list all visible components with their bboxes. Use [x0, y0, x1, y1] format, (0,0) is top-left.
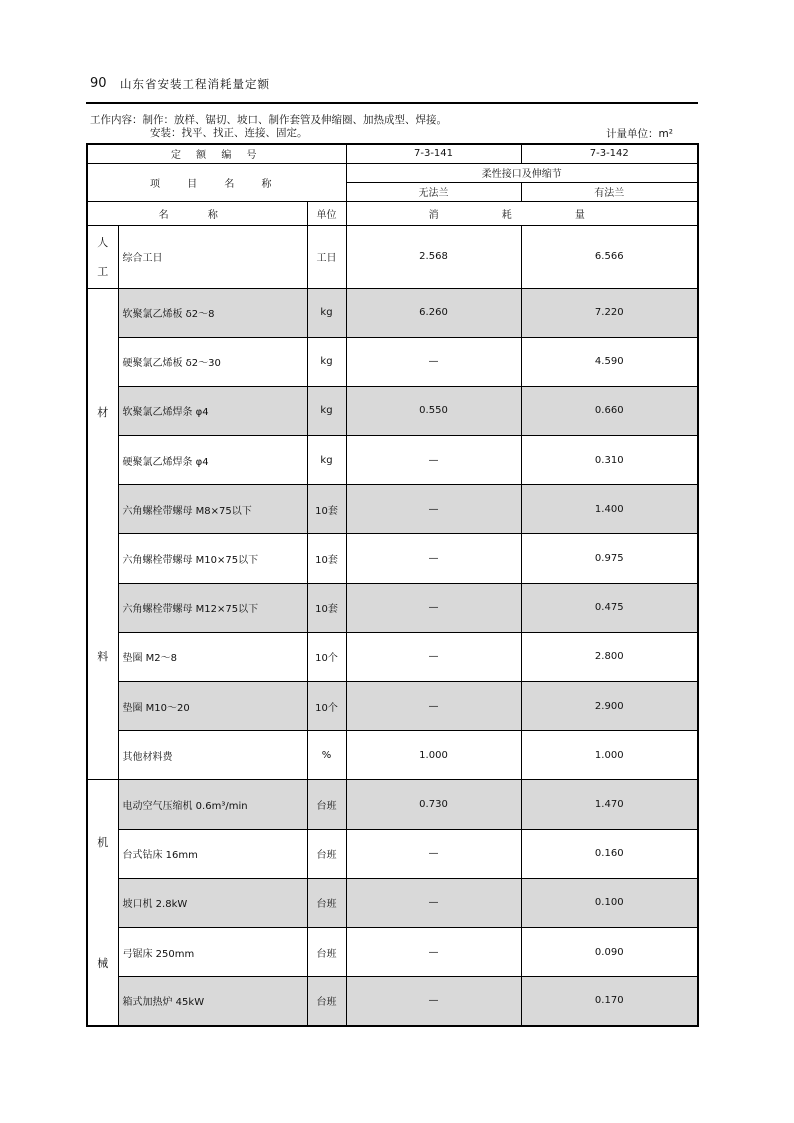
value-with-flange: 4.590: [521, 337, 698, 386]
item-unit: kg: [307, 337, 346, 386]
col-name-header: 名 称: [87, 201, 307, 225]
item-unit: kg: [307, 436, 346, 485]
unit-note: 计量单位：m²: [606, 128, 673, 140]
table-row: [87, 977, 698, 1026]
value-with-flange: 0.475: [521, 583, 698, 632]
value-no-flange: —: [346, 534, 521, 583]
group-header-row: [87, 163, 698, 182]
item-name: 电动空气压缩机 0.6m³/min: [118, 780, 307, 829]
item-unit: %: [307, 731, 346, 780]
table-row: [87, 225, 698, 288]
quota-number-label: 定 额 编 号: [87, 144, 346, 163]
value-no-flange: 0.730: [346, 780, 521, 829]
item-unit: 10套: [307, 583, 346, 632]
category-char: 人: [97, 235, 109, 249]
col-unit-header: 单位: [307, 201, 346, 225]
sub-header-no-flange: 无法兰: [346, 182, 521, 201]
category-char: 机: [97, 836, 109, 850]
value-with-flange: 0.660: [521, 386, 698, 435]
value-no-flange: —: [346, 682, 521, 731]
item-unit: 台班: [307, 927, 346, 976]
work-content-line-1: 工作内容：制作：放样、锯切、坡口、制作套管及伸缩圈、加热成型、焊接。: [90, 114, 447, 126]
col-consumption-header: 消 耗 量: [346, 201, 698, 225]
table-row: [87, 534, 698, 583]
table-row: [87, 337, 698, 386]
category-material: [87, 288, 118, 780]
value-with-flange: 2.900: [521, 682, 698, 731]
value-with-flange: 6.566: [521, 225, 698, 288]
item-name: 六角螺栓带螺母 M12×75以下: [118, 583, 307, 632]
item-name: 六角螺栓带螺母 M8×75以下: [118, 485, 307, 534]
item-unit: 10套: [307, 485, 346, 534]
book-title: 山东省安装工程消耗量定额: [120, 77, 270, 91]
table-row: [87, 878, 698, 927]
table-row: [87, 780, 698, 829]
item-name: 坡口机 2.8kW: [118, 878, 307, 927]
value-with-flange: 2.800: [521, 632, 698, 681]
item-unit: kg: [307, 288, 346, 337]
value-with-flange: 1.470: [521, 780, 698, 829]
item-name: 垫圈 M10～20: [118, 682, 307, 731]
value-with-flange: 0.090: [521, 927, 698, 976]
item-name: 硬聚氯乙烯焊条 φ4: [118, 436, 307, 485]
item-name: 综合工日: [118, 225, 307, 288]
item-unit: 工日: [307, 225, 346, 288]
quota-table: [86, 143, 699, 1027]
value-no-flange: 6.260: [346, 288, 521, 337]
table-row: [87, 682, 698, 731]
column-header-row: [87, 201, 698, 225]
item-unit: 10个: [307, 632, 346, 681]
value-no-flange: —: [346, 829, 521, 878]
category-char: 材: [97, 405, 109, 419]
category-char: 料: [97, 649, 109, 663]
category-char: 械: [97, 957, 109, 971]
item-unit: 台班: [307, 829, 346, 878]
item-unit: kg: [307, 386, 346, 435]
table-row: [87, 632, 698, 681]
item-name: 软聚氯乙烯焊条 φ4: [118, 386, 307, 435]
work-content-line-2: 安装：找平、找正、连接、固定。: [150, 127, 308, 139]
quota-number-row: [87, 144, 698, 163]
item-name: 弓锯床 250mm: [118, 927, 307, 976]
value-with-flange: 0.310: [521, 436, 698, 485]
item-name: 台式钻床 16mm: [118, 829, 307, 878]
item-name: 垫圈 M2～8: [118, 632, 307, 681]
item-name: 其他材料费: [118, 731, 307, 780]
page-header: [86, 72, 698, 104]
group-header: 柔性接口及伸缩节: [346, 163, 698, 182]
table-row: [87, 731, 698, 780]
value-no-flange: —: [346, 632, 521, 681]
quota-code-2: 7-3-142: [521, 144, 698, 163]
value-no-flange: 0.550: [346, 386, 521, 435]
sub-header-with-flange: 有法兰: [521, 182, 698, 201]
value-no-flange: —: [346, 337, 521, 386]
table-row: [87, 927, 698, 976]
table-row: [87, 288, 698, 337]
item-unit: 台班: [307, 878, 346, 927]
item-name: 箱式加热炉 45kW: [118, 977, 307, 1026]
category-char: 工: [97, 265, 109, 279]
category-labor: [87, 225, 118, 288]
value-with-flange: 1.000: [521, 731, 698, 780]
table-row: [87, 583, 698, 632]
value-no-flange: 2.568: [346, 225, 521, 288]
table-row: [87, 386, 698, 435]
value-no-flange: —: [346, 977, 521, 1026]
value-no-flange: —: [346, 878, 521, 927]
table-row: [87, 829, 698, 878]
table-row: [87, 436, 698, 485]
value-with-flange: 1.400: [521, 485, 698, 534]
item-unit: 10套: [307, 534, 346, 583]
work-content: [90, 114, 447, 140]
item-name: 软聚氯乙烯板 δ2～8: [118, 288, 307, 337]
value-with-flange: 7.220: [521, 288, 698, 337]
value-no-flange: 1.000: [346, 731, 521, 780]
value-no-flange: —: [346, 436, 521, 485]
value-no-flange: —: [346, 485, 521, 534]
value-no-flange: —: [346, 583, 521, 632]
item-name: 硬聚氯乙烯板 δ2～30: [118, 337, 307, 386]
value-with-flange: 0.160: [521, 829, 698, 878]
value-with-flange: 0.975: [521, 534, 698, 583]
value-no-flange: —: [346, 927, 521, 976]
item-name-label: 项 目 名 称: [87, 163, 346, 201]
item-unit: 台班: [307, 780, 346, 829]
page-number: 90: [90, 76, 107, 91]
item-name: 六角螺栓带螺母 M10×75以下: [118, 534, 307, 583]
table-row: [87, 485, 698, 534]
value-with-flange: 0.170: [521, 977, 698, 1026]
item-unit: 10个: [307, 682, 346, 731]
quota-code-1: 7-3-141: [346, 144, 521, 163]
item-unit: 台班: [307, 977, 346, 1026]
value-with-flange: 0.100: [521, 878, 698, 927]
category-machine: [87, 780, 118, 1026]
